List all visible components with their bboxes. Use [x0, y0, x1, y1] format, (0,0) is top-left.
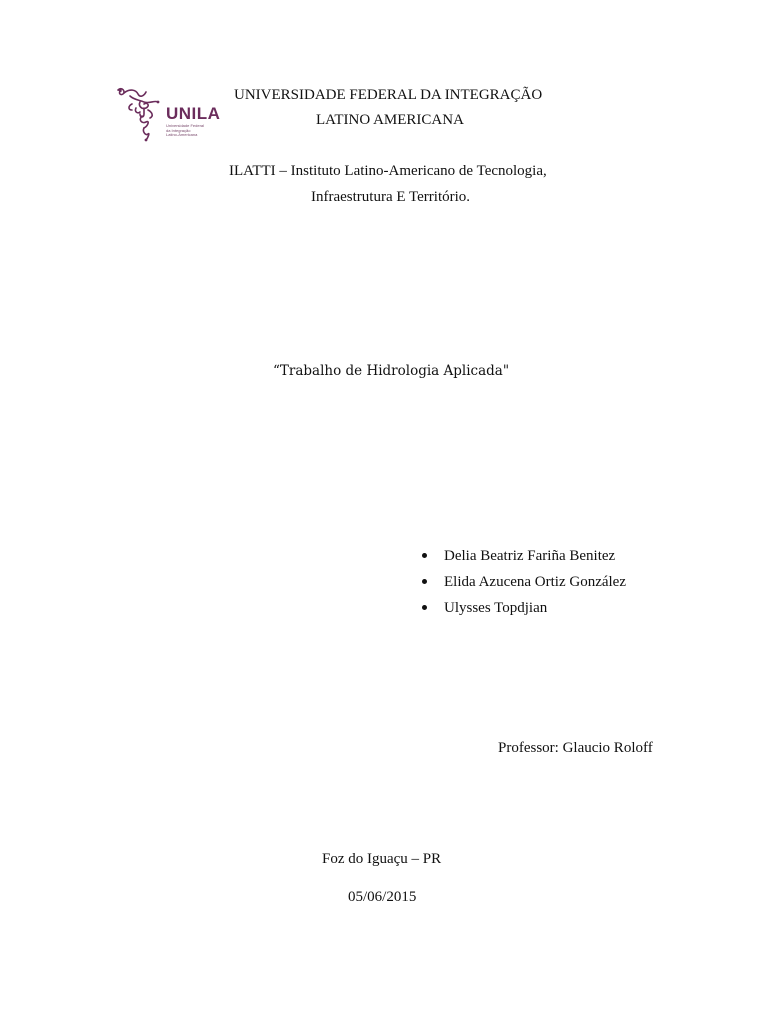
bullet-icon	[422, 605, 427, 610]
list-item	[420, 572, 626, 598]
work-title: “Trabalho de Hidrologia Aplicada"	[273, 363, 510, 379]
university-name-line1: UNIVERSIDADE FEDERAL DA INTEGRAÇÃO	[234, 87, 543, 103]
institute-line1: ILATTI – Instituto Latino-Americano de Tecnologia,	[229, 163, 547, 179]
bullet-icon	[422, 579, 427, 584]
logo-subtitle: Universidade Federal da Integração Latino-Americana	[166, 123, 205, 138]
list-item	[420, 546, 626, 572]
professor-name: Professor: Glaucio Roloff	[498, 740, 653, 756]
author-name: Elida Azucena Ortiz González	[444, 574, 626, 590]
institute-line2: Infraestrutura E Território.	[311, 189, 471, 205]
date: 05/06/2015	[348, 889, 417, 905]
location: Foz do Iguaçu – PR	[322, 851, 442, 867]
author-list	[420, 546, 626, 624]
list-item	[420, 598, 626, 624]
author-name: Ulysses Topdjian	[444, 600, 548, 616]
university-name-line2: LATINO AMERICANA	[316, 112, 464, 128]
bullet-icon	[422, 553, 427, 558]
author-name: Delia Beatriz Fariña Benitez	[444, 548, 616, 564]
unila-logo-icon	[114, 84, 166, 144]
unila-logo	[114, 84, 221, 144]
logo-wordmark: UNILA	[166, 104, 221, 123]
